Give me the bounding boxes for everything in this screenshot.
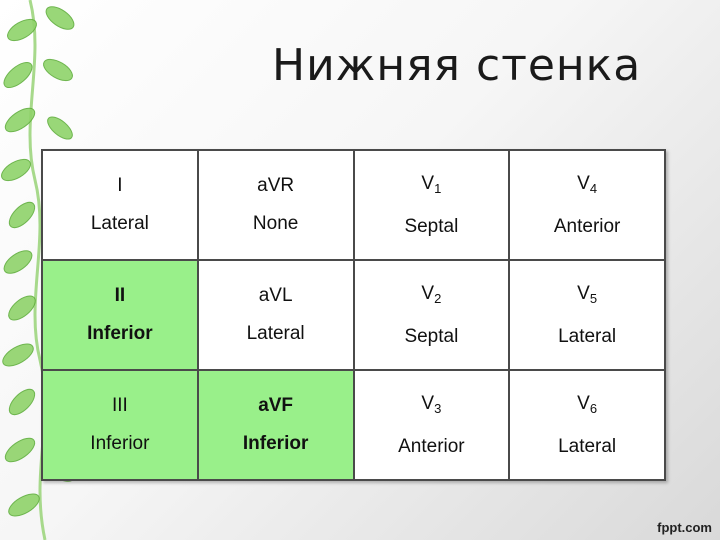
leaf-icon	[5, 385, 39, 419]
table-row	[42, 370, 665, 480]
lead-cell	[509, 370, 665, 480]
lead-name: aVF	[258, 395, 294, 416]
lead-name: $V_2$	[421, 282, 442, 306]
leaf-icon	[5, 198, 39, 232]
lead-name: aVL	[258, 285, 293, 306]
lead-subscript: 6	[589, 400, 598, 416]
wall-region: Anterior	[398, 435, 465, 457]
lead-cell	[198, 150, 354, 260]
wall-region: None	[252, 213, 299, 234]
lead-cell	[42, 370, 198, 480]
lead-name: aVR	[257, 175, 295, 196]
leaf-icon	[0, 155, 34, 185]
lead-cell	[42, 150, 198, 260]
leaf-icon	[0, 340, 37, 371]
lead-cell	[354, 370, 510, 480]
slide-title: Нижняя стенка	[272, 40, 642, 91]
table-row	[42, 150, 665, 260]
wall-region: Lateral	[558, 325, 617, 347]
lead-name: II	[114, 285, 126, 306]
lead-cell	[42, 260, 198, 370]
watermark: fppt.com	[657, 520, 712, 535]
ecg-lead-table	[41, 149, 666, 481]
leaf-icon	[1, 434, 38, 467]
lead-cell	[354, 260, 510, 370]
lead-name: $V_4$	[577, 172, 598, 196]
wall-region: Septal	[404, 215, 459, 237]
lead-cell	[198, 260, 354, 370]
leaf-icon	[5, 490, 42, 521]
wall-region: Inferior	[242, 433, 309, 454]
wall-region: Inferior	[87, 323, 153, 344]
leaf-icon	[42, 2, 77, 33]
wall-region: Lateral	[246, 323, 305, 344]
lead-subscript: 5	[589, 290, 598, 306]
lead-cell	[198, 370, 354, 480]
lead-name: $V_6$	[577, 392, 598, 416]
wall-region: Septal	[404, 325, 459, 347]
leaf-icon	[0, 246, 35, 277]
wall-region: Anterior	[553, 215, 621, 237]
leaf-icon	[40, 55, 76, 85]
lead-cell	[509, 260, 665, 370]
lead-name: I	[117, 175, 123, 196]
wall-region: Inferior	[90, 433, 150, 454]
leaf-icon	[0, 58, 36, 92]
lead-subscript: 2	[434, 290, 442, 306]
lead-cell	[509, 150, 665, 260]
lead-subscript: 3	[434, 400, 442, 416]
lead-subscript: 4	[589, 180, 598, 196]
lead-cell	[354, 150, 510, 260]
lead-name: $V_3$	[421, 392, 442, 416]
lead-name: III	[111, 395, 128, 416]
table-row	[42, 260, 665, 370]
lead-name: $V_5$	[577, 282, 598, 306]
leaf-icon	[44, 113, 76, 143]
leaf-icon	[1, 104, 38, 137]
lead-name: $V_1$	[421, 172, 442, 196]
wall-region: Lateral	[90, 213, 149, 234]
wall-region: Lateral	[558, 435, 617, 457]
lead-subscript: 1	[434, 180, 442, 196]
